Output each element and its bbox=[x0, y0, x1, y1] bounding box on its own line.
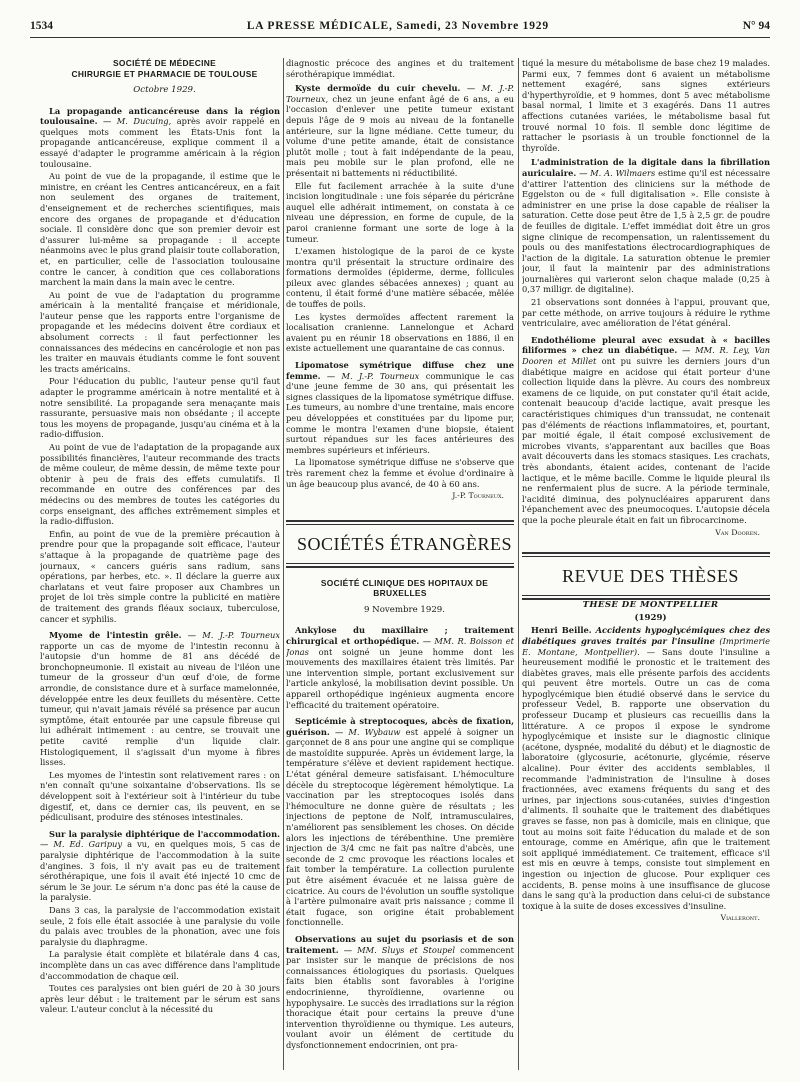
article-paragraph bbox=[286, 83, 514, 178]
section-box bbox=[522, 552, 770, 600]
article-title: L'administration de la digitale dans la fibrillation auriculaire. bbox=[522, 157, 770, 178]
article-paragraph: Au point de vue de l'adaptation de la propagande aux possibilités financières, l'auteur recommande des tracts de même couleur, de même dessin, de même texte pour obtenir à peu de frais des effets cumulatifs. Il recommande en outre des conférences par des médecins ou des membres de toutes les catégories du corps enseignant, des affiches extrêmement simples et la radio-diffusion. bbox=[40, 442, 280, 527]
article-paragraph: La paralysie était complète et bilatérale dans 4 cas, incomplète dans un cas avec différence dans l'amplitude d'accommodation de chaque œil. bbox=[40, 949, 280, 981]
article-author: — M. A. Wilmaers bbox=[579, 167, 656, 178]
article-title: Endothéliome pleural avec exsudat à « bacilles filiformes » chez un diabétique. bbox=[522, 334, 770, 356]
article-paragraph: Les myomes de l'intestin sont relativement rares : on n'en connaît qu'une soixantaine d'observations. Ils se développent soit à l'extérieur soit à l'intérieur du tube digestif, et, dans ce dernier cas, ils peuvent, en se pédiculisant, produire des sténoses intestinales. bbox=[40, 769, 280, 823]
article-paragraph: La lipomatose symétrique diffuse ne s'observe que très rarement chez la femme et évolue d'ordinaire à un âge beaucoup plus avancé, de 40 à 60 ans. bbox=[286, 457, 514, 489]
article-author: — M. J.-P. Tourneux, bbox=[286, 83, 514, 104]
section-title: SOCIÉTÉS ÉTRANGÈRES bbox=[296, 533, 512, 554]
thesis-year: (1929) bbox=[634, 612, 667, 623]
society-name-line2: CHIRURGIE ET PHARMACIE DE TOULOUSE bbox=[71, 68, 258, 79]
article-title: Myome de l'intestin grêle. bbox=[49, 630, 182, 641]
column-2 bbox=[286, 58, 514, 1070]
article-title: Observations au sujet du psoriasis et de son traitement. bbox=[286, 933, 514, 955]
article-paragraph: Toutes ces paralysies ont bien guéri de 20 à 30 jours après leur début : le traitement par le sérum est sans valeur. L'auteur conclut à la nécessité du bbox=[40, 983, 280, 1015]
page-number: 1534 bbox=[30, 20, 53, 32]
publisher: (Imprimerie E. Montane, Montpellier). bbox=[522, 635, 770, 657]
article-paragraph bbox=[522, 335, 770, 526]
article-paragraph bbox=[522, 157, 770, 295]
article-author: — M. Ed. Garipuy bbox=[40, 839, 123, 850]
society-name: SOCIÉTÉ DE MÉDECINE bbox=[113, 58, 216, 68]
article-title: La propagande anticancéreuse dans la région toulousaine. bbox=[40, 105, 280, 127]
article-paragraph bbox=[40, 106, 280, 170]
article-paragraph: Elle fut facilement arrachée à la suite d'une incision longitudinale : une fois séparée du péricrâne auquel elle adhérait intimement, on constata à ce niveau une dépression, en forme de cupule, de la paroi cranienne formant une sorte de loge à la tumeur. bbox=[286, 180, 514, 244]
section-box bbox=[286, 506, 514, 578]
article-text: rapporte un cas de myome de l'intestin reconnu à l'autopsie d'un homme de 81 ans décédé de bronchopneumonie. Il existait au niveau de l'iléon une tumeur de la grosseur d'un œuf d'oie, de forme arrondie, de consistance dure et à surface mamelonnée, développée entre les deux feuillets du mésentère. Cette tumeur, qui n'avait jamais révélé sa présence par aucun symptôme, était entourée par une capsule fibreuse qui lui adhérait intimement : au centre, se trouvait une petite cavité remplie d'un liquide clair. Histologiquement, il s'agissait d'un myome à fibres lisses. bbox=[40, 640, 280, 768]
article-text: ont soigné un jeune homme dont les mouvements des maxillaires étaient très limités. Par une intervention simple, portant exclusivement sur l'article ankylosé, la mobilisation devint possible. Un appareil orthopédique ingénieux augmenta encore l'efficacité du traitement opératoire. bbox=[286, 646, 514, 710]
society-date: Octobre 1929. bbox=[133, 85, 196, 95]
article-paragraph: tiqué la mesure du métabolisme de base chez 19 malades. Parmi eux, 7 femmes dont 6 avaient un métabolisme nettement exagéré, sans signes extérieurs d'hyperthyroïdie, et 9 hommes, dont 5 avec métabolisme basal normal, 1 limite et 3 exagérés. Dans 11 autres affections cutanées variées, le métabolisme basal fut trouvé normal 10 fois. Il semble donc légitime de rattacher le psoriasis à un trouble fonctionnel de la thyroïde. bbox=[522, 58, 770, 153]
author-signature: Van Dooren. bbox=[715, 527, 760, 537]
issue-number: N° 94 bbox=[742, 20, 770, 32]
society-name: SOCIÉTÉ CLINIQUE DES HOPITAUX DE BRUXELLES bbox=[320, 577, 489, 599]
article-paragraph: L'examen histologique de la paroi de ce kyste montra qu'il présentait la structure ordinaire des formations dermoïdes (épiderme, derme, follicules pileux avec glandes sébacées annexes) ; quant au contenu, il était formé d'une matière sébacée, mêlée de touffes de poils. bbox=[286, 246, 514, 310]
article-title: Lipomatose symétrique diffuse chez une femme. bbox=[286, 360, 514, 381]
article-paragraph bbox=[286, 625, 514, 710]
article-paragraph bbox=[40, 630, 280, 768]
author-signature: J.-P. Tourneux. bbox=[452, 491, 504, 501]
column-3 bbox=[522, 58, 770, 1070]
section-rule bbox=[522, 552, 770, 554]
article-author: — MM. Sluys et Stoupel bbox=[343, 944, 456, 955]
article-paragraph: Les kystes dermoïdes affectent rarement la localisation cranienne. Lannelongue et Achard avaient pu en réunir 18 observations en 1886, il en existe actuellement une quarantaine de cas connus. bbox=[286, 311, 514, 354]
article-author: — MM. R. Boisson et Jonas bbox=[286, 635, 514, 657]
journal-title: LA PRESSE MÉDICALE, Samedi, 23 Novembre 1929 bbox=[246, 20, 549, 32]
article-text: commencent par insister sur le manque de précisions de nos connaissances étiologiques du psoriasis. Quelques faits bien établis sont favorables à l'origine endocrinienne, thyroïdienne, ovarienne ou hypophysaire. Le succès des irradiations sur la région thoracique était pour certains la preuve d'une intervention thyroïdienne ou thymique. Les auteurs, voulant avoir un élément de certitude du dysfonctionnement endocrinien, ont pra- bbox=[286, 944, 514, 1050]
article-paragraph bbox=[522, 625, 770, 911]
article-paragraph: Dans 3 cas, la paralysie de l'accommodation existait seule, 2 fois elle était associée à une paralysie du voile du palais avec troubles de la phonation, avec une fois paralysie du diaphragme. bbox=[40, 904, 280, 947]
author-signature: Vialleront. bbox=[720, 913, 760, 923]
section-title: REVUE DES THÈSES bbox=[562, 566, 739, 587]
column-1 bbox=[40, 58, 280, 1070]
article-text: est appelé à soigner un garçonnet de 8 ans pour une angine qui se complique de mastoïdite suppurée. Après un évidement large, la température s'élève et devient rapidement hectique. L'état général demeure satisfaisant. L'hémoculture décèle du streptocoque légèrement hémolytique. La vaccination par les streptocoques isolés dans l'hémoculture ne donne guère de résultats ; les injections de peptone de Nolf, intramusculaires, n'améliorent pas sensiblement les choses. On décide alors les injections de térébenthine. Une première injection de 3/4 cmc ne fait pas naître d'abcès, une seconde de 2 cmc provoque les réactions locales et fait tomber la température. La collection purulente put être aisément évacuée et ne laissa guère de cicatrice. Au cours de l'évolution un souffle systolique à l'artère pulmonaire avait pris naissance ; comme il était fugace, son origine était probablement fonctionnelle. bbox=[286, 726, 514, 928]
article-paragraph: diagnostic précoce des angines et du traitement sérothérapique immédiat. bbox=[286, 58, 514, 79]
article-author: — M. J.-P. Tourneux bbox=[326, 370, 420, 381]
article-title: Ankylose du maxillaire ; traitement chirurgical et orthopédique. bbox=[286, 625, 514, 646]
article-text: estime qu'il est nécessaire d'attirer l'attention des cliniciens sur la méthode de Eggelston ou de « full digitalisation ». Elle consiste à administrer en une prise la dose capable de réaliser la saturation. Cette dose peut être de 1,5 à 2,5 gr. de poudre de feuilles de digitale. L'effet immédiat doit être un gros signe clinique de recompensation, un ralentissement du pouls ou des manifestations électrocardiographiques de l'action de la digitale. La saturation obtenue le premier jour, il faut la maintenir par des administrations journalières qui varieront selon chaque malade (0,25 à 0,37 milligr. de digitaline). bbox=[522, 167, 770, 295]
article-text: a vu, en quelques mois, 5 cas de paralysie diphtérique de l'accommodation à la suite d'angines. 3 fois, il n'y avait pas eu de traitement sérothérapique, une fois il avait été injecté 10 cmc de sérum le 3e jour. Le sérum n'a donc pas été la cause de la paralysie. bbox=[40, 839, 280, 903]
article-title: Accidents hypoglycémiques chez des diabétiques graves traités par l'insuline bbox=[522, 625, 770, 646]
article-paragraph: 21 observations sont données à l'appui, prouvant que, par cette méthode, on arrive toujours à réduire le rythme ventriculaire, avec amélioration de l'état général. bbox=[522, 297, 770, 329]
article-paragraph: Pour l'éducation du public, l'auteur pense qu'il faut adapter le programme américain à notre mentalité et à notre sensibilité. La propagande sera menaçante mais rassurante, persuasive mais non obsédante ; il accepte tous les moyens de propagande, jusqu'au cinéma et à la radio-diffusion. bbox=[40, 376, 280, 440]
article-title: Kyste dermoïde du cuir chevelu. bbox=[295, 83, 461, 94]
section-rule bbox=[286, 566, 514, 568]
article-paragraph bbox=[286, 934, 514, 1051]
article-text: communique le cas d'une jeune femme de 30 ans, qui présentait les signes classiques de la lipomatose symétrique diffuse. Les tumeurs, au nombre d'une trentaine, mais encore peu développées et constituées par du lipome pur, comme le montra l'examen d'une biopsie, étaient surtout répandues sur les faces antérieures des membres supérieurs et inférieurs. bbox=[286, 370, 514, 455]
thesis-heading: THÈSE DE MONTPELLIER bbox=[582, 600, 719, 611]
article-text: après avoir rappelé en quelques mots comment les États-Unis font la propagande anticancéreuse, explique comment il a essayé d'adapter le programme américain à la région toulousaine. bbox=[40, 116, 280, 169]
article-paragraph: Au point de vue de la propagande, il estime que le ministre, en créant les Centres anticancéreux, en a fait non seulement des organes de traitement, d'enseignement et de recherches scientifiques, mais encore des organes de propagande et d'éducation sociale. Il considère donc que son premier devoir est d'assurer lui-même sa propagande : il accepte néanmoins avec le plus grand plaisir toute collaboration, et, en particulier, celle de l'association toulousaine contre le cancer, à condition que ces collaborations marchent la main dans la main avec le centre. bbox=[40, 171, 280, 288]
article-paragraph bbox=[286, 716, 514, 928]
article-author: — M. Ducuing, bbox=[102, 116, 172, 127]
article-text: — Sans doute l'insuline a heureusement modifié le pronostic et le traitement des diabètes graves, mais elle présente parfois des accidents qui peuvent être mortels. Outre un cas de coma hypoglycémique bien étudié observé dans le service du professeur Vedel, B. rapporte une observation du professeur Ducamp et plusieurs cas recueillis dans la littérature. A ce propos il expose le syndrome hypoglycémique et insiste sur le diagnostic clinique (acétone, dyspnée, modalité du début) et le diagnostic de laboratoire (glycosurie, acétonurie, glycémie, réserve alcaline). Pour éviter des accidents semblables, il recommande l'administration de l'insuline à doses fractionnées, avec examens fréquents du sang et des urines, par injections sous-cutanées, suivies d'ingestion d'aliments. Il souhaite que le traitement des diabétiques graves se fasse, non pas à domicile, mais en clinique, que tout au moins soit faite l'éducation du malade et de son entourage, comme en Amérique, afin que le traitement soit appliqué immédiatement. Ce traitement, efficace s'il est mis en œuvre à temps, consiste tout simplement en ingestion ou injection de glucose. Pour expliquer ces accidents, B. pense moins à une insuffisance de glucose dans le sang qu'à la production dans celui-ci de substance toxique à la suite de doses excessives d'insuline. bbox=[522, 646, 770, 911]
section-rule bbox=[522, 595, 770, 596]
article-author: Henri Beille. bbox=[531, 625, 592, 636]
article-paragraph bbox=[40, 829, 280, 903]
article-title: Septicémie à streptocoques, abcès de fixation, guérison. bbox=[286, 716, 514, 737]
section-rule bbox=[522, 556, 770, 557]
article-text: ont pu suivre les derniers jours d'un diabétique maigre en acidose qui était porteur d'une collection liquide dans la plèvre. Au cours des nombreux examens de ce liquide, on put constater qu'il était acide, contenait beaucoup d'acide lactique, avait presque les caractéristiques chimiques d'un transsudat, ne contenait pas d'éléments de réactions inflammatoires, et, pourtant, par moitié égale, il était composé exclusivement de microbes vivants, s'apparentant aux bacilles que Boas avait découverts dans les stomacs stasiques. Les crachats, très abondants, étaient acides, contenant de l'acide lactique, et le même bacille. Comme le liquide pleural ils ne renfermaient plus de sucre. A la période terminale, l'acidité diminua, des polynucléaires apparurent dans l'épanchement avec des pneumocoques. L'autopsie décela que la poche pleurale était en fait un fibrocarcinome. bbox=[522, 356, 770, 525]
article-text: chez un jeune enfant âgé de 6 ans, a eu l'occasion d'enlever une petite tumeur existant depuis l'âge de 9 mois au niveau de la fontanelle antérieure, sur la ligne médiane. Cette tumeur, du volume d'une petite amande, était de consistance plutôt molle ; tout à fait indépendante de la peau, mais peu mobile sur le plan profond, elle ne présentait ni battements ni réductibilité. bbox=[286, 93, 514, 178]
article-title: Sur la paralysie diphtérique de l'accommodation. bbox=[49, 828, 280, 839]
article-author: — M. J.-P. Tourneux bbox=[187, 630, 280, 641]
section-rule bbox=[286, 563, 514, 564]
article-paragraph bbox=[286, 360, 514, 455]
article-author: — M. Wybauw bbox=[334, 726, 401, 737]
article-paragraph: Au point de vue de l'adaptation du programme américain à la mentalité française et méridionale, l'auteur pense que les rapports entre l'organisme de propagande et les médecins doivent être cordiaux et absolument corrects : il faut perfectionner les connaissances des médecins en cancérologie et non pas les traiter en mauvais étudiants comme le font souvent les tracts américains. bbox=[40, 289, 280, 374]
article-author: — MM. R. Ley, Van Dooren et Millet bbox=[522, 345, 770, 367]
section-rule bbox=[286, 520, 514, 522]
page-header bbox=[30, 15, 770, 38]
society-date: 9 Novembre 1929. bbox=[363, 604, 445, 615]
column-divider-2 bbox=[518, 58, 519, 1070]
article-paragraph: Enfin, au point de vue de la première précaution à prendre pour que la propagande soit efficace, l'auteur s'attaque à la propagande de quatrième page des journaux, « cancers guéris sans radium, sans opérations, par herbes, etc. ». Il déclare la guerre aux charlatans et veut faire proposer aux Chambres un projet de loi très simple contre la publicité en matière de traitement des grands fléaux sociaux, tuberculose, cancer et syphilis. bbox=[40, 528, 280, 624]
column-divider-1 bbox=[283, 58, 284, 1070]
section-rule bbox=[286, 524, 514, 525]
